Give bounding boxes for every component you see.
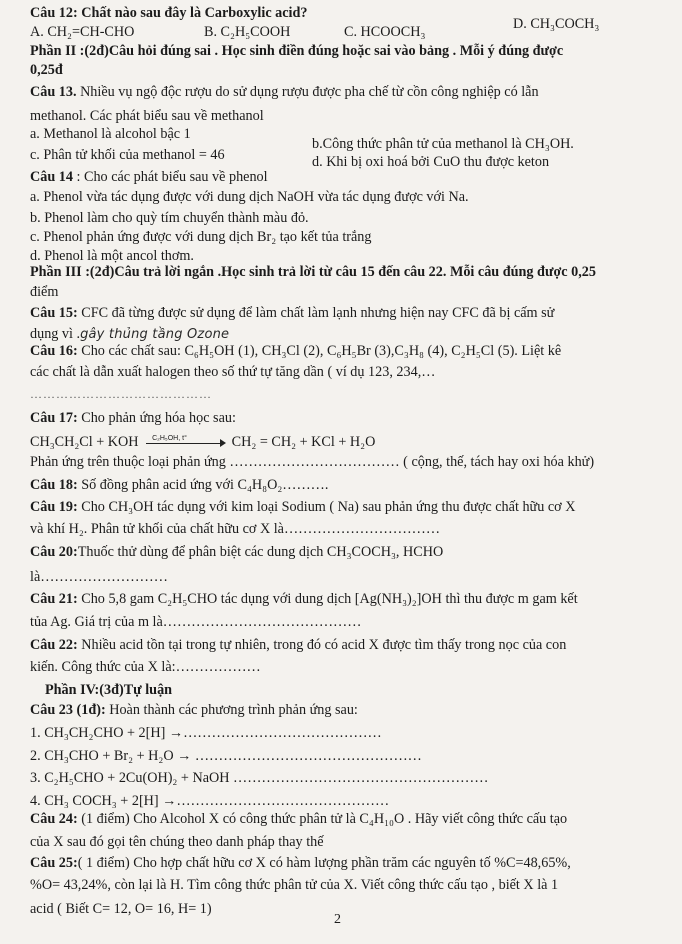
q17-reaction-arrow [142,436,228,450]
q15-handwritten-answer: gây thủng tầng Ozone [80,327,230,342]
q20-line1: Câu 20:Thuốc thử dùng để phân biệt các dung dịch CH₃COCH₃, HCHO [30,544,444,560]
q23-equation-1: 1. CH₃CH₂CHO + 2[H] →…………………………………… [30,725,382,741]
q13-line1: Câu 13. Nhiều vụ ngộ độc rượu do sử dụng rượu được pha chế từ cồn công nghiệp có lẫn [30,84,539,100]
q19-line2: và khí H₂. Phân tử khối của chất hữu cơ X là…………………………… [30,521,441,537]
q13-statement-d: d. Khi bị oxi hoá bởi CuO thu được keton [312,154,550,170]
page-number: 2 [334,912,341,927]
q17-reaction-type: Phản ứng trên thuộc loại phản ứng ……………………………… ( cộng, thế, tách hay oxi hóa khử) [30,454,595,470]
part2-heading-line2: 0,25đ [30,62,63,78]
q23-title: Câu 23 (1đ): Hoàn thành các phương trình phản ứng sau: [30,702,358,718]
q22-line2: kiến. Công thức của X là:……………… [30,659,261,675]
q14-statement-c: c. Phenol phản ứng được với dung dịch Br₂ tạo kết tủa trắng [30,229,372,245]
q12-option-d: D. CH₃COCH₃ [513,16,600,32]
q17-reactants: CH₃CH₂Cl + KOH [30,434,139,450]
q13-line2: methanol. Các phát biểu sau về methanol [30,108,264,124]
q14-title: Câu 14 : Cho các phát biểu sau về phenol [30,169,268,185]
part4-heading: Phần IV:(3đ)Tự luận [45,682,173,698]
q23-equation-3: 3. C₂H₅CHO + 2Cu(OH)₂ + NaOH ……………………………………………… [30,770,489,786]
part3-heading-line2: điểm [30,284,59,300]
q17-equation [30,434,375,451]
part2-heading-line1: Phần II :(2đ)Câu hỏi đúng sai . Học sinh điền đúng hoặc sai vào bảng . Mỗi ý đúng được [30,43,564,59]
q25-line1: Câu 25:( 1 điểm) Cho hợp chất hữu cơ X có hàm lượng phần trăm các nguyên tố %C=48,65%, [30,855,571,871]
q23-equation-4: 4. CH₃ COCH₃ + 2[H] →……………………………………… [30,793,390,809]
q15-line2 [30,326,229,343]
q12-option-a: A. CH₂=CH-CHO [30,24,135,40]
q24-line2: của X sau đó gọi tên chúng theo danh pháp thay thế [30,834,324,850]
part3-heading-line1: Phần III :(2đ)Câu trả lời ngắn .Học sinh trả lời từ câu 15 đến câu 22. Mỗi câu đúng được 0,25 [30,264,596,280]
q12-question: Câu 12: Chất nào sau đây là Carboxylic acid? [30,5,308,21]
q21-line2: tủa Ag. Giá trị của m là…………………………………… [30,614,362,630]
q25-line3: acid ( Biết C= 12, O= 16, H= 1) [30,901,212,917]
q15-line2-prefix: dụng vì . [30,326,81,342]
q17-products: CH₂ = CH₂ + KCl + H₂O [231,434,376,450]
q17-title: Câu 17: Cho phản ứng hóa học sau: [30,410,236,426]
q15-line1: Câu 15: CFC đã từng được sử dụng để làm chất làm lạnh nhưng hiện nay CFC đã bị cấm sử [30,305,555,321]
q12-option-c: C. HCOOCH₃ [344,24,426,40]
q16-answer-line: …………………………………… [30,387,212,401]
q13-statement-c: c. Phân tử khối của methanol = 46 [30,147,225,163]
q25-line2: %O= 43,24%, còn lại là H. Tìm công thức phân tử của X. Viết công thức cấu tạo , biết X là 1 [30,877,559,893]
q24-line1: Câu 24: (1 điểm) Cho Alcohol X có công thức phân tử là C₄H₁₀O . Hãy viết công thức cấu tạo [30,811,568,827]
q23-equation-2: 2. CH₃CHO + Br₂ + H₂O → ………………………………………… [30,748,422,764]
q12-option-b: B. C₂H₅COOH [204,24,291,40]
q19-line1: Câu 19: Cho CH₃OH tác dụng với kim loại Sodium ( Na) sau phản ứng thu được chất hữu cơ X [30,499,576,515]
q18-line: Câu 18: Số đồng phân acid ứng với C₄H₈O₂………. [30,477,329,493]
q20-line2: là……………………… [30,569,168,585]
q16-line2: các chất là dẫn xuất halogen theo số thứ tự tăng dần ( ví dụ 123, 234,… [30,364,436,380]
q13-statement-a: a. Methanol là alcohol bậc 1 [30,126,191,142]
q14-statement-d: d. Phenol là một ancol thơm. [30,248,194,264]
q21-line1: Câu 21: Cho 5,8 gam C₂H₅CHO tác dụng với dung dịch [Ag(NH₃)₂]OH thì thu được m gam kết [30,591,578,607]
q17-condition: C₂H₅OH, t° [152,434,187,442]
q13-statement-b: b.Công thức phân tử của methanol là CH₃OH. [312,136,574,152]
q22-line1: Câu 22: Nhiều acid tồn tại trong tự nhiên, trong đó có acid X được tìm thấy trong nọc của con [30,637,567,653]
q14-statement-a: a. Phenol vừa tác dụng được với dung dịch NaOH vừa tác dụng được với Na. [30,189,469,205]
q14-statement-b: b. Phenol làm cho quỳ tím chuyển thành màu đỏ. [30,210,309,226]
q16-line1: Câu 16: Cho các chất sau: C₆H₅OH (1), CH₃Cl (2), C₆H₅Br (3),C₃H₈ (4), C₂H₅Cl (5). Liệt kê [30,343,562,359]
